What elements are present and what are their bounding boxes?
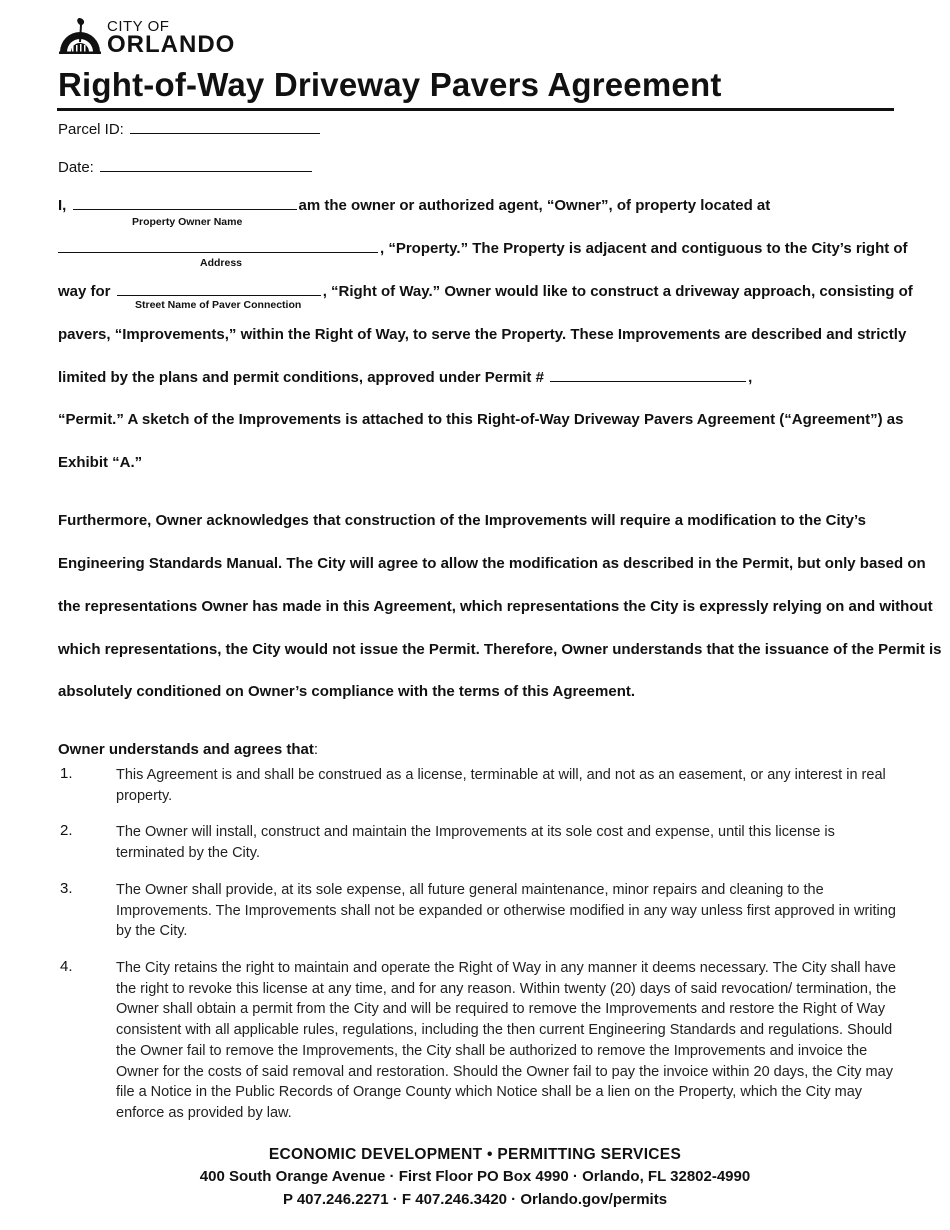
footer-contact: P 407.246.2271 · F 407.246.3420 · Orlando.gov/permits (282, 1191, 668, 1208)
furthermore-line-5: absolutely conditioned on Owner’s compliance with the terms of this Agreement. (58, 683, 636, 700)
city-dome-icon (57, 16, 103, 54)
intro-l5-start: limited by the plans and permit conditions, approved under Permit # (58, 369, 544, 386)
list-heading (58, 741, 318, 758)
footer-address: 400 South Orange Avenue · First Floor PO Box 4990 · Orlando, FL 32802-4990 (199, 1168, 751, 1185)
intro-l1-end: am the owner or authorized agent, “Owner”, of property located at (298, 197, 771, 214)
address-field[interactable] (58, 240, 378, 253)
address-caption: Address (200, 257, 243, 269)
footer-department: ECONOMIC DEVELOPMENT • PERMITTING SERVICES (268, 1146, 682, 1163)
intro-l2-end: , “Property.” The Property is adjacent and contiguous to the City’s right of (380, 240, 908, 257)
list-item-number: 2. (60, 822, 73, 839)
list-item-text: The Owner shall provide, at its sole expense, all future general maintenance, minor repairs and cleaning to the Improvements. The Improvements shall not be expanded or otherwise modified in any way unless first approved in writing by the City. (116, 882, 896, 940)
date-label: Date: (58, 159, 94, 176)
list-item-text: This Agreement is and shall be construed as a license, terminable at will, and not as an easement, or any interest in real property. (116, 767, 886, 804)
intro-l3-end: , “Right of Way.” Owner would like to construct a driveway approach, consisting of (322, 283, 913, 300)
parcel-id-row (58, 121, 322, 138)
intro-line-4: pavers, “Improvements,” within the Right of Way, to serve the Property. These Improvements are described and strictly (58, 326, 907, 343)
document-title: Right-of-Way Driveway Pavers Agreement (58, 66, 722, 103)
street-name-caption: Street Name of Paver Connection (135, 299, 302, 311)
title-divider (57, 108, 894, 111)
intro-line-7: Exhibit “A.” (58, 454, 143, 471)
date-row (58, 159, 314, 176)
intro-l1-start: I, (58, 197, 67, 214)
city-logo (57, 14, 257, 56)
furthermore-line-4: which representations, the City would not issue the Permit. Therefore, Owner understands that the issuance of the Permit is (58, 641, 942, 658)
intro-l5-end: , (748, 369, 753, 386)
date-field[interactable] (100, 159, 312, 172)
intro-line-3 (58, 283, 913, 300)
list-item-text: The Owner will install, construct and maintain the Improvements at its sole cost and expense, until this license is terminated by the City. (116, 824, 835, 861)
logo-city-of: CITY OF (107, 18, 170, 35)
intro-l3-start: way for (58, 283, 111, 300)
furthermore-line-1: Furthermore, Owner acknowledges that construction of the Improvements will require a modification to the City’s (58, 512, 866, 529)
furthermore-line-2: Engineering Standards Manual. The City will agree to allow the modification as described in the Permit, but only based on (58, 555, 926, 572)
parcel-id-field[interactable] (130, 121, 320, 134)
intro-line-6: “Permit.” A sketch of the Improvements is attached to this Right-of-Way Driveway Pavers Agreement (“Agreement”) as (58, 411, 904, 428)
list-item-number: 4. (60, 958, 73, 975)
furthermore-line-3: the representations Owner has made in this Agreement, which representations the City is expressly relying on and without (58, 598, 933, 615)
owner-name-caption: Property Owner Name (132, 216, 243, 228)
logo-orlando: ORLANDO (107, 31, 236, 58)
list-item-text: The City retains the right to maintain and operate the Right of Way in any manner it deems necessary. The City shall have the right to revoke this license at any time, and for any reason. Within twenty (20) days of said revocation/ termination, the Owner shall obtain a permit from the City and will be required to remove the Improvements and restore the Right of Way consistent with all applicable rules, regulations, including the then current Engineering Standards and regulations. Should the Owner fail to remove the Improvements, the City shall be authorized to remove the Improvements and invoice the Owner for the costs of said removal and restoration. Should the Owner fail to pay the invoice within 20 days, the City may file a Notice in the Public Records of Orange County which Notice shall be a lien on the Property, which the City may enforce as provided by law. (116, 960, 897, 1121)
intro-line-5 (58, 369, 752, 386)
permit-number-field[interactable] (550, 369, 746, 382)
intro-line-2 (58, 240, 908, 257)
parcel-id-label: Parcel ID: (58, 121, 124, 138)
intro-line-1 (58, 197, 770, 214)
street-name-field[interactable] (117, 283, 321, 296)
list-heading-text: Owner understands and agrees that (58, 741, 314, 758)
list-item-number: 1. (60, 765, 73, 782)
list-heading-colon: : (313, 741, 319, 758)
list-item-number: 3. (60, 880, 73, 897)
owner-name-field[interactable] (73, 197, 297, 210)
